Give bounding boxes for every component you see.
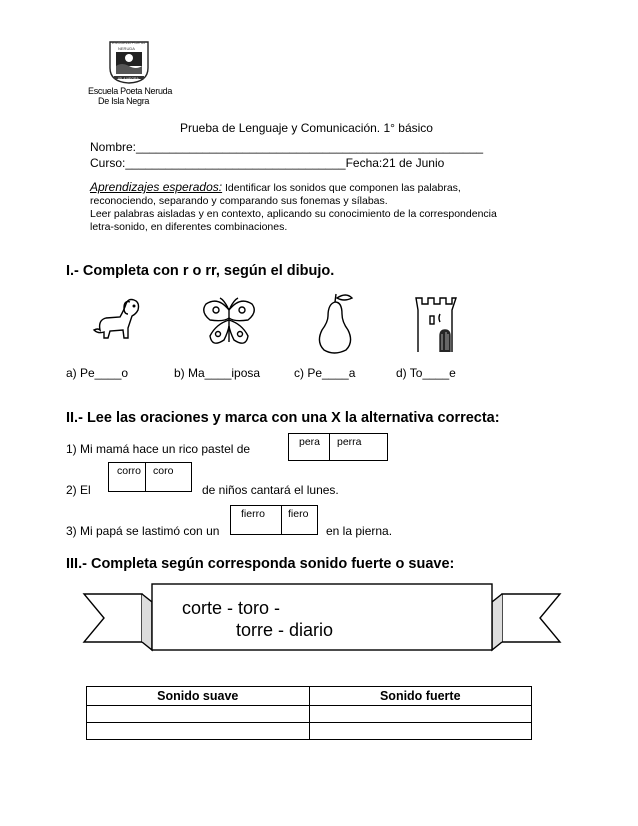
q1-option-pera[interactable]: pera xyxy=(299,436,321,448)
q2-option-corro[interactable]: corro xyxy=(117,465,141,477)
q1-options-box xyxy=(288,433,388,461)
curso-line: Curso:_________________________________Fecha:21 de Junio xyxy=(90,156,445,170)
pear-icon xyxy=(314,290,356,361)
item-c: c) Pe____a xyxy=(294,366,356,380)
item-b: b) Ma____iposa xyxy=(174,366,261,380)
q1-divider xyxy=(329,434,330,460)
logo-text-bottom: ISLA NEGRA xyxy=(118,77,139,81)
logo-text-top: ESCUELA POETA xyxy=(112,40,145,45)
section1-heading: I.- Completa con r o rr, según el dibujo. xyxy=(66,263,335,279)
sound-table xyxy=(86,686,532,740)
aprendizajes-line2: reconociendo, separando y comparando sus fonemas y sílabas. xyxy=(90,195,388,207)
question-2-start: 2) El xyxy=(66,483,91,497)
section3-heading: III.- Completa según corresponda sonido fuerte o suave: xyxy=(66,556,455,572)
banner-line-2: torre - diario xyxy=(236,620,334,640)
aprendizajes-text1: Identificar los sonidos que componen las palabras, xyxy=(222,182,461,194)
question-3-start: 3) Mi papá se lastimó con un xyxy=(66,524,220,538)
dog-icon xyxy=(86,292,142,349)
q3-divider xyxy=(281,506,282,534)
aprendizajes-line3: Leer palabras aisladas y en contexto, aplicando su conocimiento de la correspondencia xyxy=(90,208,497,220)
aprendizajes-label: Aprendizajes esperados: xyxy=(90,180,223,194)
butterfly-icon xyxy=(198,296,260,357)
logo-text-mid: NERUDA xyxy=(118,46,135,51)
item-a: a) Pe____o xyxy=(66,366,129,380)
tower-icon xyxy=(412,294,458,359)
section2-heading: II.- Lee las oraciones y marca con una X la alternativa correcta: xyxy=(66,410,500,426)
school-name-line1: Escuela Poeta Neruda xyxy=(88,86,173,96)
question-3-end: en la pierna. xyxy=(326,524,393,538)
q3-option-fierro[interactable]: fierro xyxy=(241,508,265,520)
q2-option-coro[interactable]: coro xyxy=(153,465,174,477)
table-cell[interactable] xyxy=(87,723,310,740)
header-soft-sound: Sonido suave xyxy=(87,687,310,706)
aprendizajes-line4: letra-sonido, en diferentes combinaciones. xyxy=(90,221,288,233)
table-header-row xyxy=(87,687,532,706)
header-strong-sound: Sonido fuerte xyxy=(309,687,532,706)
table-row xyxy=(87,723,532,740)
table-row xyxy=(87,706,532,723)
table-cell[interactable] xyxy=(309,723,532,740)
item-d: d) To____e xyxy=(396,366,456,380)
q2-options-box xyxy=(108,462,192,492)
question-2-end: de niños cantará el lunes. xyxy=(202,483,339,497)
question-1: 1) Mi mamá hace un rico pastel de xyxy=(66,442,251,456)
banner-line-1: corte - toro - xyxy=(182,598,281,618)
q2-divider xyxy=(145,463,146,491)
q3-option-fiero[interactable]: fiero xyxy=(288,508,309,520)
aprendizajes-line1 xyxy=(90,180,461,194)
q3-options-box xyxy=(230,505,318,535)
q1-option-perra[interactable]: perra xyxy=(337,436,362,448)
table-cell[interactable] xyxy=(87,706,310,723)
school-name-line2: De Isla Negra xyxy=(98,96,150,106)
test-title: Prueba de Lenguaje y Comunicación. 1° básico xyxy=(180,121,433,135)
nombre-line: Nombre:____________________________________________________ xyxy=(90,140,484,154)
table-cell[interactable] xyxy=(309,706,532,723)
